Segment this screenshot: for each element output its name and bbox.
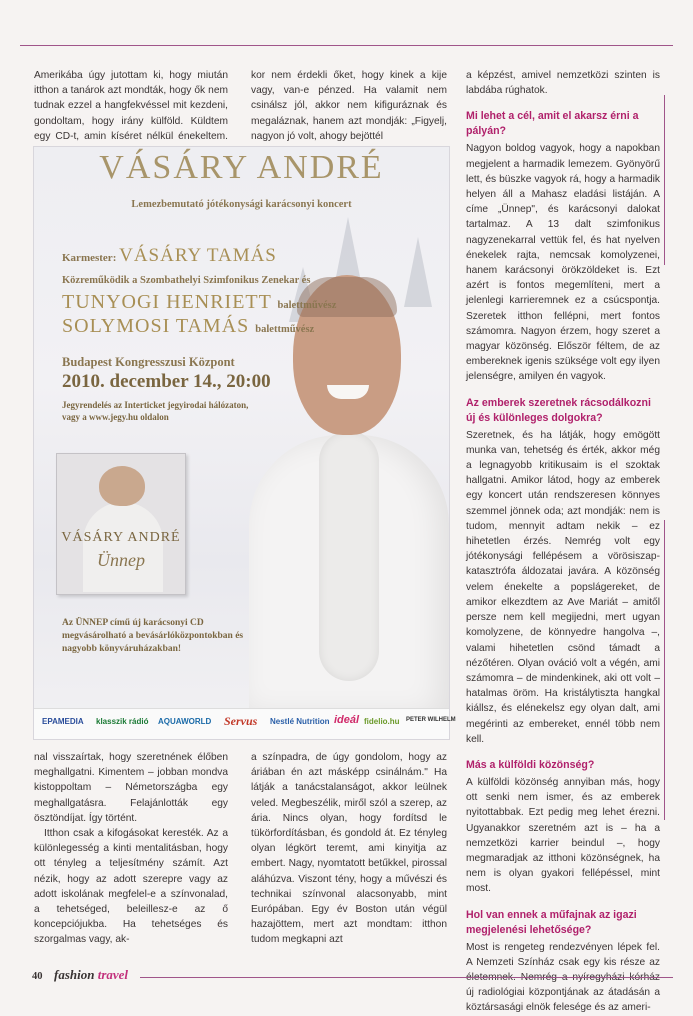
top-rule [20, 45, 673, 46]
footer-rule [140, 977, 673, 978]
cd-figure-head [99, 466, 145, 506]
dancer-name: SOLYMOSI TAMÁS [62, 315, 250, 337]
sponsor-logo: AQUAWORLD [158, 717, 212, 726]
interview-question: Más a külföldi közönség? [466, 758, 595, 771]
cd-artist: VÁSÁRY ANDRÉ [61, 530, 181, 545]
cd-cover [56, 453, 186, 595]
ad-tickets: Jegyrendelés az Interticket jegyirodai hálózaton, vagy a www.jegy.hu oldalon [62, 400, 249, 422]
interview-answer: A külföldi közönség annyiban más, hogy ott senki nem ismer, és az emberek nyitottabbak. Ezt pedig meg lehet érezni. Ugyanakkor szeretném azt is – ha a nemzetközi karrier beindul –, hogy megmaradjak az itthoni közönségnek, ha nem is olyan gyakori fellépéssel, mint most. [466, 776, 660, 895]
ad-headline: VÁSÁRY ANDRÉ [99, 149, 384, 186]
ad-cd-text: Az ÜNNEP című új karácsonyi CD megvásárolható a bevásárlóközpontokban és nagyobb könyváruházakban! [62, 618, 244, 654]
interview-answer: Nagyon boldog vagyok, hogy a napokban megjelent a harmadik lemezem. Gyönyörű lett, és büszke vagyok rá, hogy a harmadik helyen áll a Mahasz eladási listáján. A címe „Ünnep", és karácsonyi dalokat tartalmaz. A 13 dalt szimfonikus nagyzenekarral vettük fel, és hat nyelven énekelek rajta, nemcsak komolyzenei, hanem karácsonyi örökzöldeket is. Ezt azért is fontos megemlíteni, mert a jelenlegi karrieremnek ez a csúcspontja. Szeretek itthon fellépni, mert fontos számomra. Nagyon érzem, hogy szeret a magyar közönség. Először féltem, de az embereknek igenis szüksége volt egy ilyen jelenségre, amilyen én vagyok. [466, 143, 660, 383]
sponsor-logo: fidelio.hu [364, 717, 400, 726]
ad-venue: Budapest Kongresszusi Központ [62, 355, 235, 369]
magazine-logo-part: travel [97, 967, 129, 982]
ad-dancer-2 [62, 315, 314, 338]
interview-answer: Most is rengeteg rendezvényen lépek fel. A Nemzeti Színház csak egy kis része az új radiológiai központjának az átadásán a köztársasági elnök felesége és az ameri- [466, 941, 660, 1014]
interview-question: Mi lehet a cél, amit el akarsz érni a pályán? [466, 110, 639, 138]
column-3 [466, 68, 660, 1016]
ad-orchestra: Közreműködik a Szombathelyi Szimfonikus Zenekar és [62, 275, 311, 286]
magazine-logo-part: fashion [54, 967, 95, 982]
ad-dancer-1 [62, 291, 336, 314]
interview-answer: Szeretnek, és ha látják, hogy emögött munka van, tehetség és érték, akkor még a legnagyobb kritikusaim is el szoktak hallgatni. Amikor látod, hogy az emberek egy koncert után rendszeresen könnyes szemmel jönnek oda; azt mondják: nem is tudom, mennyit adtam nekik – ez hihetetlen érzés. Nemrég volt egy jótékonysági fellépésem a vörösiszap-katasztrófa áldozatai javára. A közönség velem énekelte a popslágereket, de amikor elkezdtem az Ave Mariát – amitől persze nem kell megijedni, mert ugyan komolyzene, de könnyedre hangolva –, valami hihetetlen csönd támadt a nézőtéren. Olyan ováció volt a végén, ami számomra – de mindenkinek, aki ott volt – hatalmas öröm. Ha kristálytiszta hangkal kiállsz, és elénekelsz egy olyan dalt, ami megérinti az embereket, ennél több nem kell. [466, 429, 660, 745]
ad-date: 2010. december 14., 20:00 [62, 371, 271, 392]
sponsor-logo: EPAMEDIA [42, 717, 84, 726]
sponsor-logo: klasszik rádió [96, 717, 149, 726]
dancer-name: TUNYOGI HENRIETT [62, 291, 272, 313]
portrait-scarf [319, 431, 379, 681]
conductor-label: Karmester: [62, 252, 117, 264]
column-divider [664, 95, 665, 265]
paragraph: a képzést, amivel nemzetközi szinten is labdába rúghatok. [466, 70, 660, 97]
column-divider [664, 520, 665, 820]
column-1-bottom [34, 750, 228, 948]
paragraph: kor nem érdekli őket, hogy kinek a kije vagy, van-e pénzed. Ha valamit nem csinálsz jól, akkor nem kifiguráznak és megaláznak, hanem azt mondják: „Figyelj, nagyon jó volt, ahogy bejöttél [251, 70, 447, 142]
cd-figure [83, 502, 163, 592]
sponsor-logo: Servus [224, 714, 258, 728]
page-footer [32, 970, 43, 982]
sponsor-logo: Nestlé Nutrition [270, 717, 330, 726]
concert-advertisement [33, 146, 456, 740]
paragraph: nal visszaírtak, hogy szeretnének élőben meghallgatni. Kimentem – jobban mondva kistoppoltam – Németországba egy meghallgatásra. Felajánlották egy ösztöndíjat. Így történt. [34, 752, 228, 824]
sponsor-logo: PETER WILHELM [406, 717, 456, 723]
paragraph: Amerikába úgy jutottam ki, hogy miután itthon a tanárok azt mondták, hogy ők nem tudnak ezzel a hangfekvéssel mit kezdeni, gondoltam, hogy irány külföld. Küldtem egy CD-t, amin kíséret nélkül énekeltem. [34, 70, 228, 142]
dancer-role: balettművész [255, 324, 315, 335]
column-2-top [251, 68, 447, 144]
paragraph: a színpadra, de úgy gondolom, hogy az áriában én azt másképp csinálnám." Ha látják a tanácstalanságot, akkor leülnek veled. Megbeszélik, miről szól a szerep, az ária. Nincs olyan, hogy fordítsd le tükörfordításban, és gondold át. Ez tényleg olyan légkört teremt, ami kinyitja az embert. Nagy, nyomtatott betűkkel, pirossal aláhúzva. Viszont tény, hogy a művészi és technikai színvonal alacsonyabb, mint Európában. Egy év Boston után végül hazajöttem, mert azt mondtam: itthon tudom megkapni azt [251, 752, 447, 946]
paragraph: Itthon csak a kifogásokat keresték. Az a különlegesség a kinti mentalitásban, hogy ott tényleg a teljesítmény számít. Azt nézik, hogy az adott szerepre vagy az adott iskolának megfelel-e a színvonalad, a tehetséged, beleillesz-e az ő koncepciójukba. Ha tehetséges és szorgalmas vagy, ak- [34, 828, 228, 946]
cd-title: Ünnep [97, 550, 145, 570]
column-2-bottom [251, 750, 447, 948]
ad-conductor [62, 245, 277, 267]
dancer-role: balettművész [277, 300, 337, 311]
magazine-logo [54, 967, 128, 983]
sponsor-strip [34, 708, 456, 739]
conductor-name: VÁSÁRY TAMÁS [119, 245, 277, 266]
sponsor-logo: ideál [334, 714, 360, 726]
interview-question: Hol van ennek a műfajnak az igazi megjelenési lehetősége? [466, 908, 637, 936]
interview-question: Az emberek szeretnek rácsodálkozni új és különleges dolgokra? [466, 396, 651, 424]
page-number: 40 [32, 971, 43, 982]
ad-subtitle: Lemezbemutató jótékonysági karácsonyi koncert [131, 199, 352, 210]
